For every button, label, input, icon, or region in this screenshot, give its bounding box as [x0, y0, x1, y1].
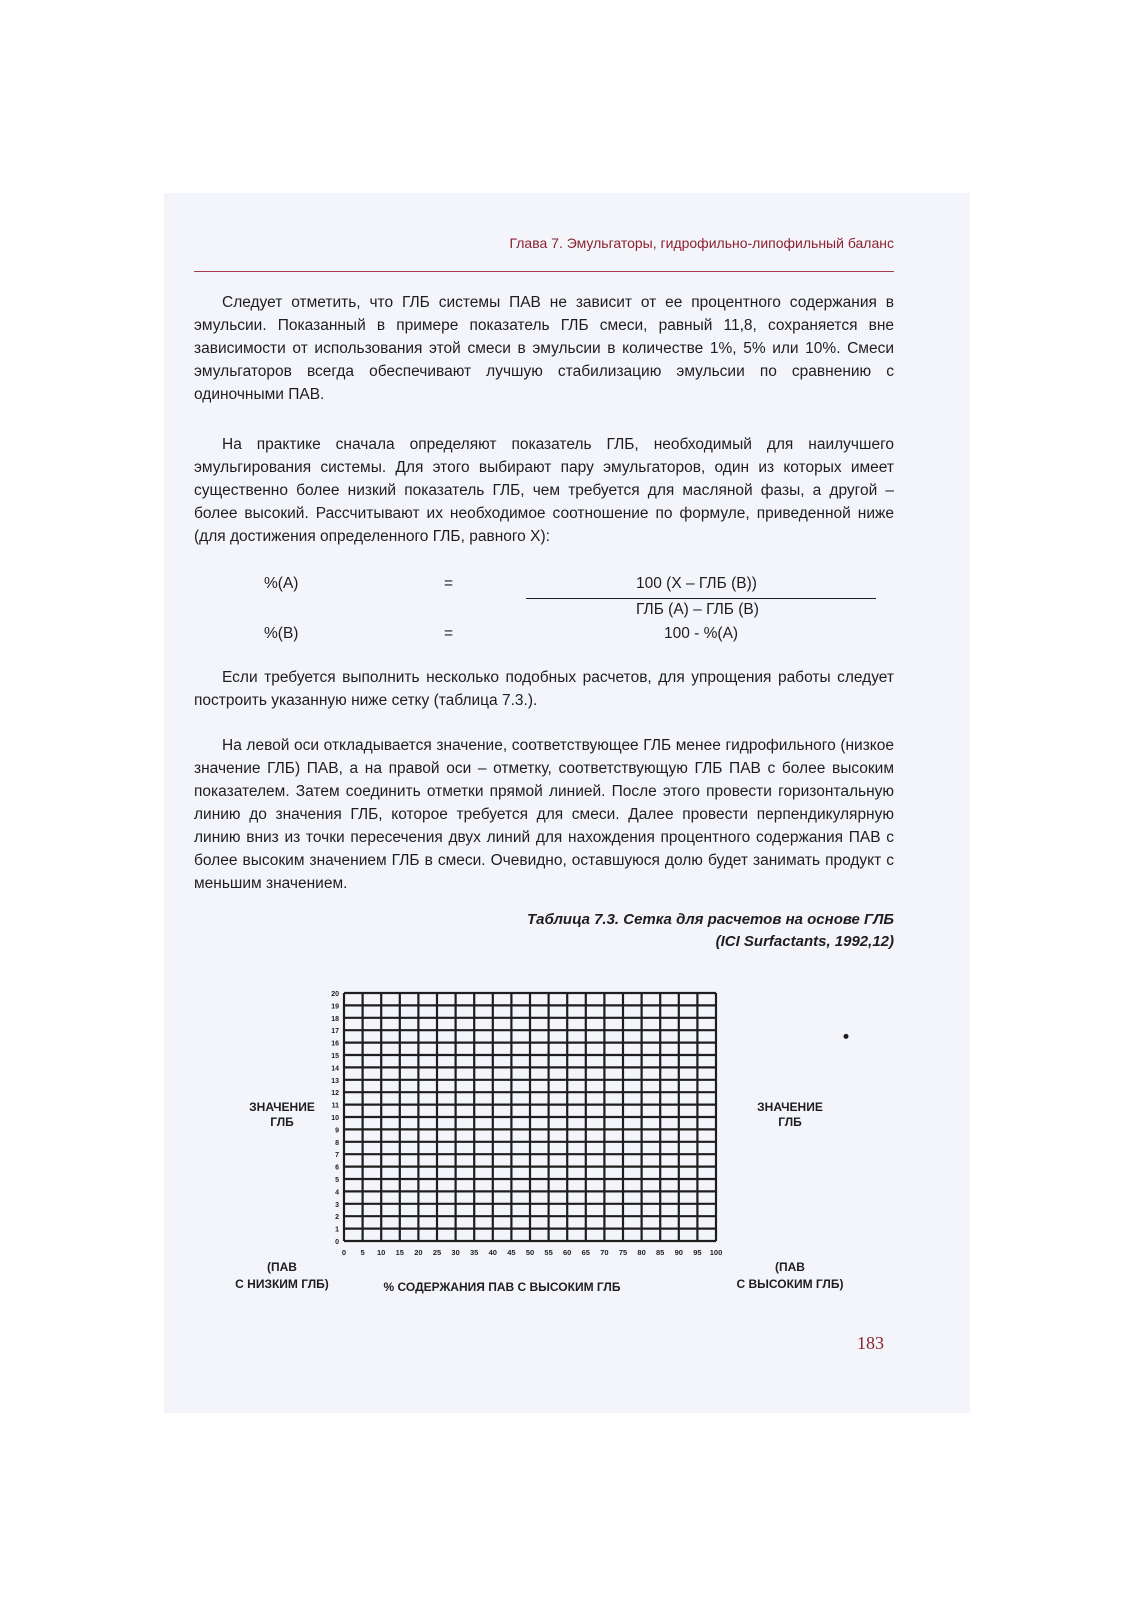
y-tick-label: 2 [335, 1214, 339, 1222]
page-number: 183 [857, 1333, 884, 1353]
y-tick-label: 18 [331, 1015, 339, 1023]
x-tick-label: 5 [360, 1248, 365, 1257]
y-tick-label: 4 [335, 1189, 339, 1197]
table-caption [527, 909, 894, 953]
x-tick-label: 35 [470, 1248, 479, 1257]
x-tick-label: 30 [451, 1248, 460, 1257]
header-rule [194, 271, 894, 272]
formula-a-equals: = [444, 575, 454, 592]
y-tick-label: 11 [331, 1102, 339, 1110]
low-hlb-label: С НИЗКИМ ГЛБ) [235, 1277, 329, 1291]
formula-b-label: %(B) [264, 625, 299, 642]
y-tick-label: 5 [335, 1177, 339, 1184]
x-tick-label: 0 [341, 1248, 347, 1257]
y-tick-label: 8 [335, 1139, 339, 1147]
formula-b-equals: = [444, 625, 454, 642]
left-axis-label: ЗНАЧЕНИЕ [249, 1100, 315, 1114]
y-tick-label: 0 [335, 1239, 339, 1246]
paragraph-2: На практике сначала определяют показатель ГЛБ, необходимый для наилучшего эмульгирования системы. Для этого выбирают пару эмульгаторов, один из которых имеет существенно более низкий показатель ГЛБ, чем требуется для масляной фазы, а другой – более высокий. Рассчитывают их необходимое соотношение по формуле, приведенной ниже (для достижения определенного ГЛБ, равного Х): [194, 436, 894, 545]
left-axis-label: ГЛБ [270, 1115, 294, 1129]
x-tick-label: 90 [674, 1248, 683, 1257]
fraction-bar [526, 598, 876, 599]
x-tick-label: 40 [488, 1248, 497, 1257]
stray-dot [844, 1034, 849, 1039]
y-tick-label: 13 [331, 1077, 339, 1085]
right-axis-label: ЗНАЧЕНИЕ [757, 1100, 823, 1114]
y-tick-label: 3 [335, 1201, 339, 1209]
x-tick-label: 55 [544, 1248, 553, 1257]
y-tick-label: 10 [331, 1115, 339, 1122]
x-tick-label: 15 [395, 1248, 404, 1257]
x-tick-label: 45 [507, 1248, 516, 1257]
caption-title: Таблица 7.3. Сетка для расчетов на основе ГЛБ [526, 911, 894, 928]
x-tick-label: 10 [377, 1248, 386, 1257]
y-tick-label: 19 [331, 1003, 339, 1011]
hlb-grid-chart [234, 983, 874, 1313]
y-tick-label: 15 [331, 1053, 339, 1060]
x-tick-label: 60 [563, 1248, 572, 1257]
x-tick-label: 100 [709, 1248, 723, 1257]
right-axis-label: ГЛБ [778, 1115, 802, 1129]
paragraph-4: На левой оси откладывается значение, соответствующее ГЛБ менее гидрофильного (низкое значение ГЛБ) ПАВ, а на правой оси – отметку, соответствующую ГЛБ ПАВ с более высоким показателем. Затем соединить отметки прямой линией. После этого провести горизонтальную линию до значения ГЛБ, которое требуется для смеси. Далее провести перпендикулярную линию вниз из точки пересечения двух линий для нахождения процентного содержания ПАВ с более высоким значением ГЛБ в смеси. Очевидно, оставшуюся долю будет занимать продукт с меньшим значением. [194, 737, 894, 892]
formula-b-value: 100 - %(A) [664, 625, 739, 642]
running-header: Глава 7. Эмульгаторы, гидрофильно-липофильный баланс [509, 235, 894, 251]
y-tick-label: 20 [331, 991, 339, 998]
high-hlb-label: (ПАВ [775, 1260, 805, 1274]
x-tick-label: 65 [581, 1248, 590, 1257]
x-tick-label: 85 [656, 1248, 665, 1257]
x-tick-label: 25 [432, 1248, 442, 1257]
formula-numerator: 100 (X – ГЛБ (B)) [636, 575, 757, 592]
y-tick-label: 9 [335, 1127, 339, 1135]
x-tick-label: 95 [693, 1248, 702, 1257]
book-page [164, 193, 970, 1413]
y-tick-label: 7 [335, 1152, 339, 1160]
formula-denominator: ГЛБ (A) – ГЛБ (B) [636, 601, 759, 618]
low-hlb-label: (ПАВ [267, 1260, 297, 1274]
x-tick-label: 70 [600, 1248, 609, 1257]
y-tick-label: 12 [331, 1090, 339, 1098]
y-tick-label: 14 [331, 1065, 339, 1073]
formula-a-label: %(A) [264, 575, 299, 592]
y-tick-label: 1 [335, 1226, 339, 1234]
y-tick-label: 17 [331, 1028, 339, 1036]
x-tick-label: 75 [618, 1248, 628, 1257]
paragraph-3: Если требуется выполнить несколько подобных расчетов, для упрощения работы следует построить указанную ниже сетку (таблица 7.3.). [194, 669, 894, 709]
paragraph-1: Следует отметить, что ГЛБ системы ПАВ не зависит от ее процентного содержания в эмульсии. Показанный в примере показатель ГЛБ смеси, равный 11,8, сохраняется вне зависимости от использования этой смеси в эмульсии в количестве 1%, 5% или 10%. Смеси эмульгаторов всегда обеспечивают лучшую стабилизацию эмульсии по сравнению с одиночными ПАВ. [194, 294, 894, 403]
caption-source: (ICI Surfactants, 1992,12) [715, 933, 894, 950]
high-hlb-label: С ВЫСОКИМ ГЛБ) [736, 1277, 844, 1291]
x-tick-label: 50 [525, 1248, 535, 1257]
x-tick-label: 20 [414, 1248, 423, 1257]
x-tick-label: 80 [637, 1248, 646, 1257]
y-tick-label: 6 [335, 1164, 339, 1172]
formula [194, 571, 894, 642]
y-tick-label: 16 [331, 1040, 339, 1048]
x-axis-label: % СОДЕРЖАНИЯ ПАВ С ВЫСОКИМ ГЛБ [383, 1280, 621, 1294]
